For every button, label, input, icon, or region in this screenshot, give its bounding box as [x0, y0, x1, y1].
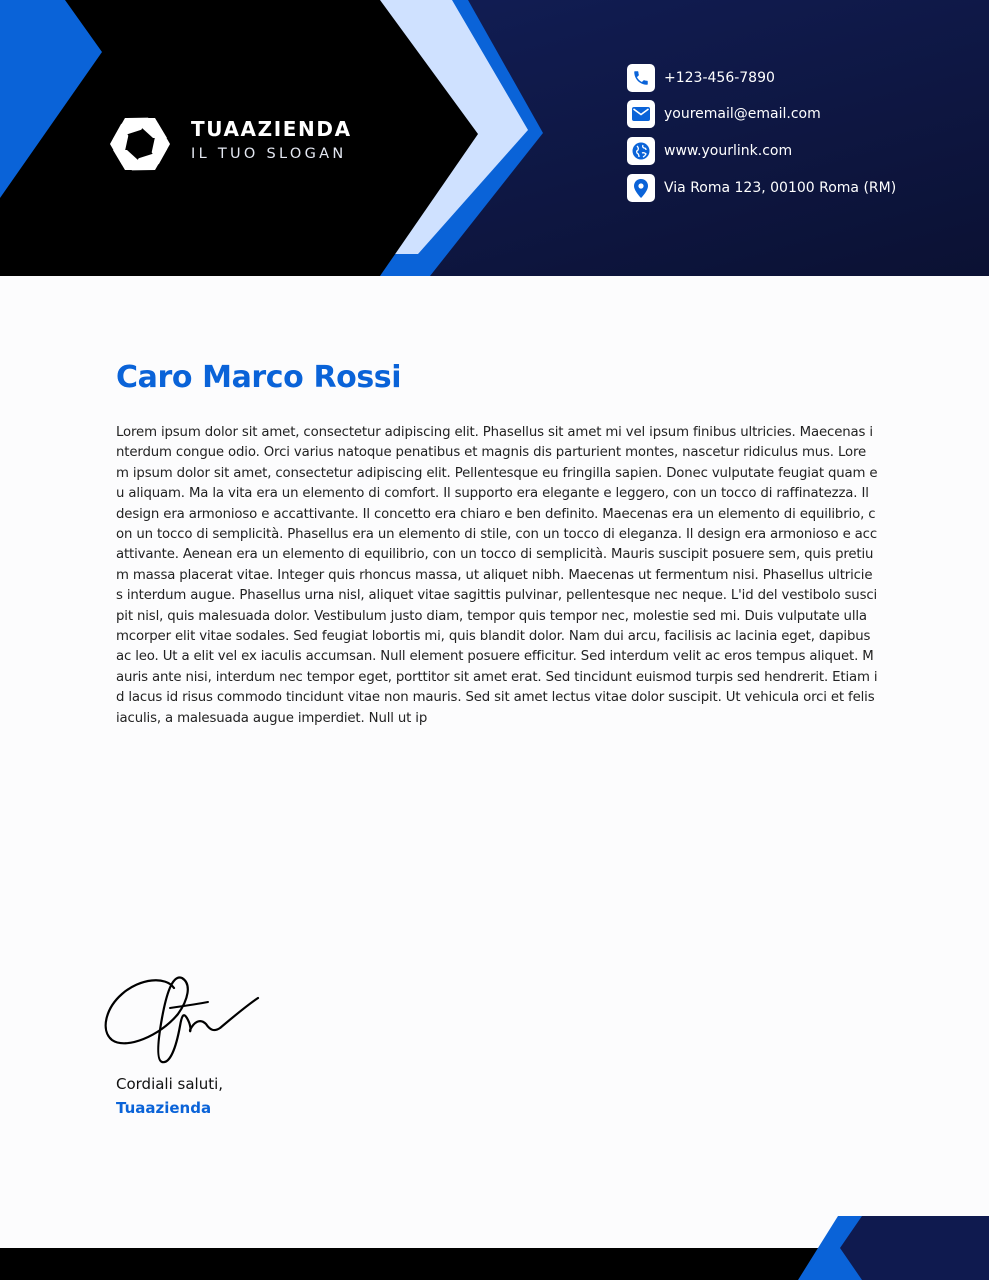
contact-phone[interactable]	[627, 64, 775, 92]
phone-icon	[627, 64, 655, 92]
sender-name: Tuaazienda	[116, 1099, 212, 1117]
closing-text: Cordiali saluti,	[116, 1075, 224, 1093]
website-text: www.yourlink.com	[664, 143, 793, 159]
aperture-icon	[104, 110, 176, 178]
brand-block	[191, 116, 352, 164]
company-name: TUAAZIENDA	[191, 117, 352, 141]
contact-email[interactable]	[627, 100, 821, 128]
phone-text: +123-456-7890	[664, 70, 775, 86]
address-text: Via Roma 123, 00100 Roma (RM)	[664, 180, 897, 196]
handwritten-signature	[100, 970, 264, 1070]
company-slogan: IL TUO SLOGAN	[191, 146, 347, 162]
footer-graphic	[0, 1216, 989, 1280]
footer-navy-accent	[840, 1216, 989, 1280]
location-pin-icon	[627, 174, 655, 202]
contact-address[interactable]	[627, 174, 896, 202]
letterhead-header	[0, 0, 989, 276]
letterhead-footer	[0, 1216, 989, 1280]
letter-greeting: Caro Marco Rossi	[116, 360, 402, 395]
email-icon	[627, 100, 655, 128]
email-text: youremail@email.com	[664, 106, 821, 122]
contact-website[interactable]	[627, 137, 792, 165]
globe-icon	[627, 137, 655, 165]
letter-body: Lorem ipsum dolor sit amet, consectetur adipiscing elit. Phasellus sit amet mi vel ipsum finibus ultricies. Maecenas interdum congue odio. Orci varius natoque penatibus et magnis dis parturient montes, nascetur ridiculus mus. Lorem ipsum dolor sit amet, consectetur adipiscing elit. Pellentesque eu fringilla sapien. Donec vulputate feugiat quam eu aliquam. Ma la vita era un elemento di comfort. Il supporto era elegante e leggero, con un tocco di raffinatezza. Il design era armonioso e accattivante. Il concetto era chiaro e ben definito. Maecenas era un elemento di equilibrio, con un tocco di semplicità. Phasellus era un elemento di stile, con un tocco di eleganza. Il design era armonioso e accattivante. Aenean era un elemento di equilibrio, con un tocco di semplicità. Mauris suscipit posuere sem, quis pretium massa placerat vitae. Integer quis rhoncus massa, ut aliquet nibh. Maecenas ut fermentum nisi. Phasellus ultricies interdum augue. Phasellus urna nisl, aliquet vitae sagittis pulvinar, pellentesque nec neque. L'id del vestibolo suscipit nisl, quis malesuada dolor. Vestibulum justo diam, tempor quis tempor nec, molestie sed mi. Duis vulputate ullamcorper elit vitae sodales. Sed feugiat lobortis mi, quis blandit dolor. Nam dui arcu, facilisis ac lacinia eget, dapibus ac leo. Ut a elit vel ex iaculis accumsan. Null element posuere efficitur. Sed interdum velit ac eros tempus aliquet. Mauris ante nisi, interdum nec tempor eget, porttitor sit amet erat. Sed tincidunt euismod turpis sed hendrerit. Etiam id lacus id risus commodo tincidunt vitae non mauris. Sed sit amet lectus vitae dolor suscipit. Ut vehicula orci et felis iaculis, a malesuada augue imperdiet. Null ut ip	[116, 425, 878, 726]
